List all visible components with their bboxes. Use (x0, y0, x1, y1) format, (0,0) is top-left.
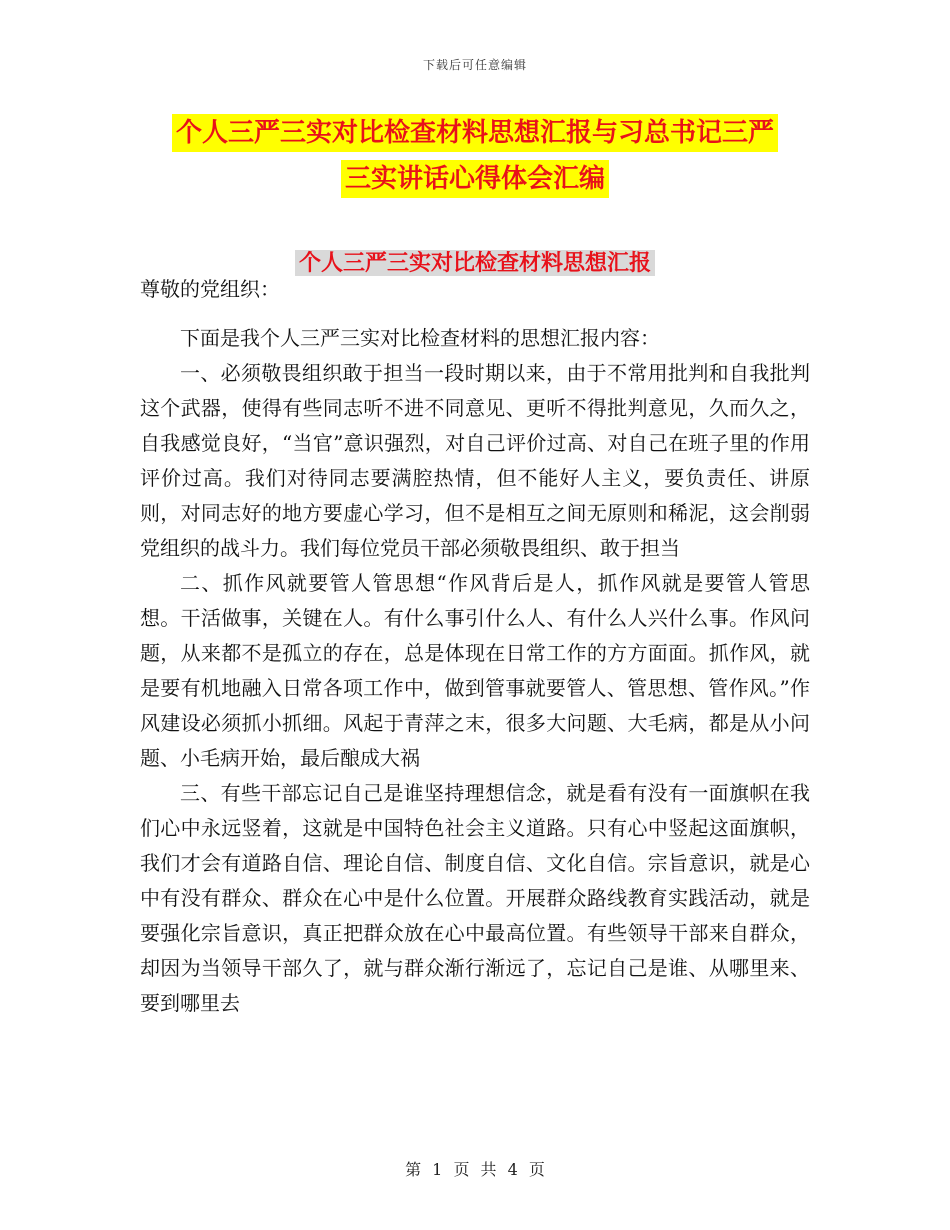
document-body (140, 272, 810, 1021)
document-title (140, 110, 810, 202)
paragraph-3: 三、有些干部忘记自己是谁坚持理想信念，就是看有没有一面旗帜在我们心中永远竖着，这就是中国特色社会主义道路。只有心中竖起这面旗帜，我们才会有道路自信、理论自信、制度自信、文化自信。宗旨意识，就是心中有没有群众、群众在心中是什么位置。开展群众路线教育实践活动，就是要强化宗旨意识，真正把群众放在心中最高位置。有些领导干部来自群众，却因为当领导干部久了，就与群众渐行渐远了，忘记自己是谁、从哪里来、要到哪里去 (140, 781, 810, 1015)
salutation: 尊敬的党组织： (140, 277, 280, 301)
section-title-text: 个人三严三实对比检查材料思想汇报 (295, 250, 655, 276)
paragraph-intro: 下面是我个人三严三实对比检查材料的思想汇报内容： (180, 326, 660, 350)
header-note: 下载后可任意编辑 (422, 58, 527, 72)
paragraph-2: 二、抓作风就要管人管思想“作风背后是人，抓作风就是要管人管思想。干活做事，关键在人。有什么事引什么人、有什么人兴什么事。作风问题，从来都不是孤立的存在，总是体现在日常工作的方方面面。抓作风，就是要有机地融入日常各项工作中，做到管事就要管人、管思想、管作风。”作风建设必须抓小抓细。风起于青萍之末，很多大问题、大毛病，都是从小问题、小毛病开始，最后酿成大祸 (140, 571, 810, 770)
document-title-line-2: 三实讲话心得体会汇编 (341, 160, 609, 198)
document-title-line-1: 个人三严三实对比检查材料思想汇报与习总书记三严 (172, 114, 778, 152)
page-footer: 第 1 页 共 4 页 (405, 1160, 545, 1179)
paragraph-1: 一、必须敬畏组织敢于担当一段时期以来，由于不常用批判和自我批判这个武器，使得有些同志听不进不同意见、更听不得批判意见，久而久之，自我感觉良好，“当官”意识强烈，对自己评价过高、对自己在班子里的作用评价过高。我们对待同志要满腔热情，但不能好人主义，要负责任、讲原则，对同志好的地方要虚心学习，但不是相互之间无原则和稀泥，这会削弱党组织的战斗力。我们每位党员干部必须敬畏组织、敢于担当 (140, 361, 810, 560)
